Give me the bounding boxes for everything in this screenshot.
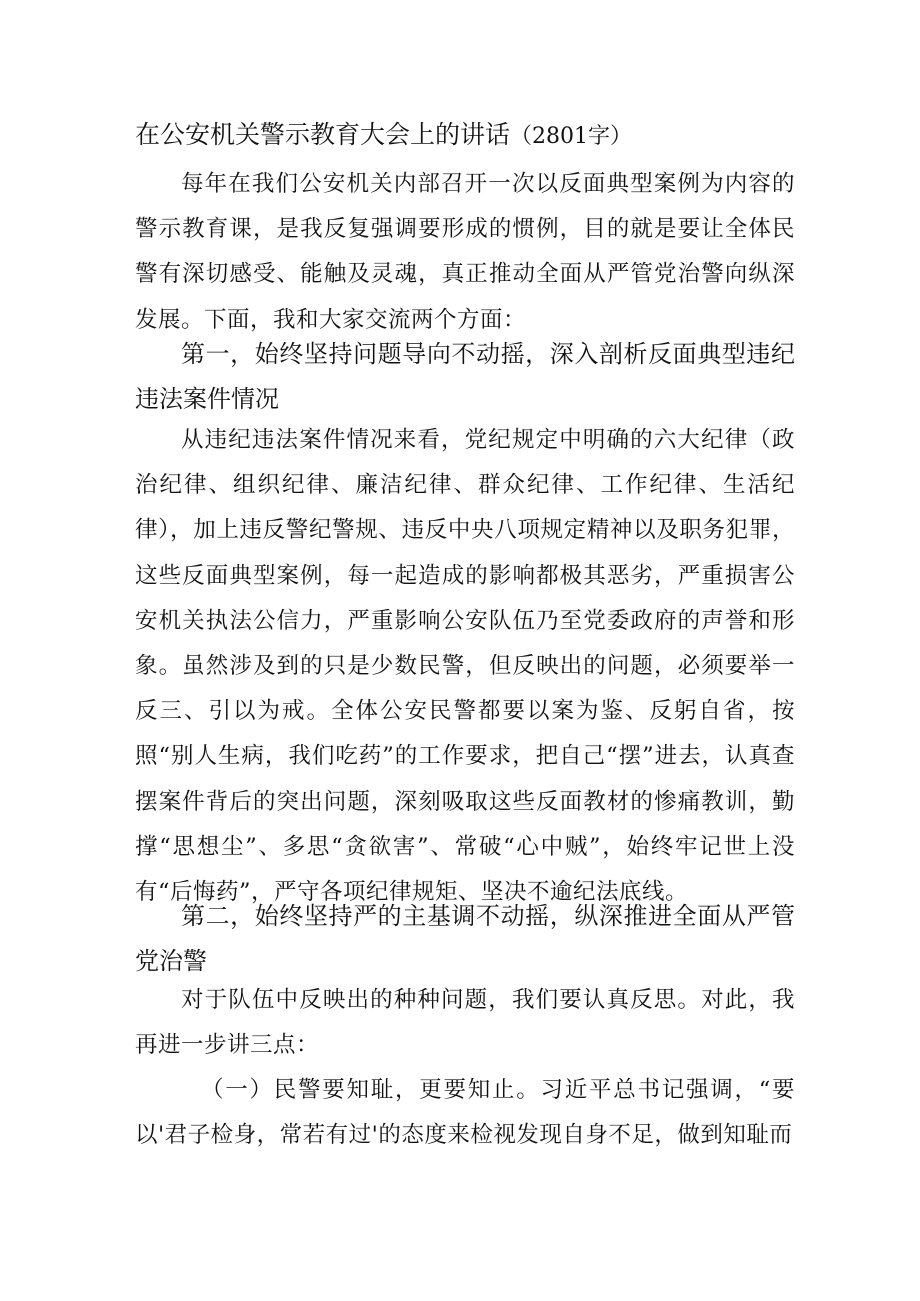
section-1-heading: 第一，始终坚持问题导向不动摇，深入剖析反面典型违纪违法案件情况 xyxy=(135,340,795,413)
title-text: 在公安机关警示教育大会上的讲话 xyxy=(135,120,511,149)
document-title xyxy=(135,118,835,154)
section-2-body: 对于队伍中反映出的种种问题，我们要认真反思。对此，我再进一步讲三点： xyxy=(135,987,795,1059)
title-word-count: （2801字） xyxy=(510,124,633,149)
section-1-body: 从违纪违法案件情况来看，党纪规定中明确的六大纪律（政治纪律、组织纪律、廉洁纪律、群众纪律、工作纪律、生活纪律），加上违反警纪警规、违反中央八项规定精神以及职务犯罪，这些反面典型案例，每一起造成的影响都极其恶劣，严重损害公安机关执法公信力，严重影响公安队伍乃至党委政府的声誉和形象。虽然涉及到的只是少数民警，但反映出的问题，必须要举一反三、引以为戒。全体公安民警都要以案为鉴、反躬自省，按照“别人生病，我们吃药”的工作要求，把自己“摆”进去，认真查摆案件背后的突出问题，深刻吸取这些反面教材的惨痛教训，勤撑“思想尘”、多思“贪欲害”、常破“心中贼”，始终牢记世上没有“后悔药”，严守各项纪律规矩、坚决不逾纪法底线。 xyxy=(135,427,795,906)
section-2-point-1: （一）民警要知耻，更要知止。习近平总书记强调，“要以'君子检身，常若有过'的态度来检视发现自身不足，做到知耻而 xyxy=(135,1077,795,1149)
intro-paragraph: 每年在我们公安机关内部召开一次以反面典型案例为内容的警示教育课，是我反复强调要形成的惯例，目的就是要让全体民警有深切感受、能触及灵魂，真正推动全面从严管党治警向纵深发展。下面，我和大家交流两个方面： xyxy=(135,171,795,333)
section-2-heading: 第二，始终坚持严的主基调不动摇，纵深推进全面从严管党治警 xyxy=(135,902,795,975)
